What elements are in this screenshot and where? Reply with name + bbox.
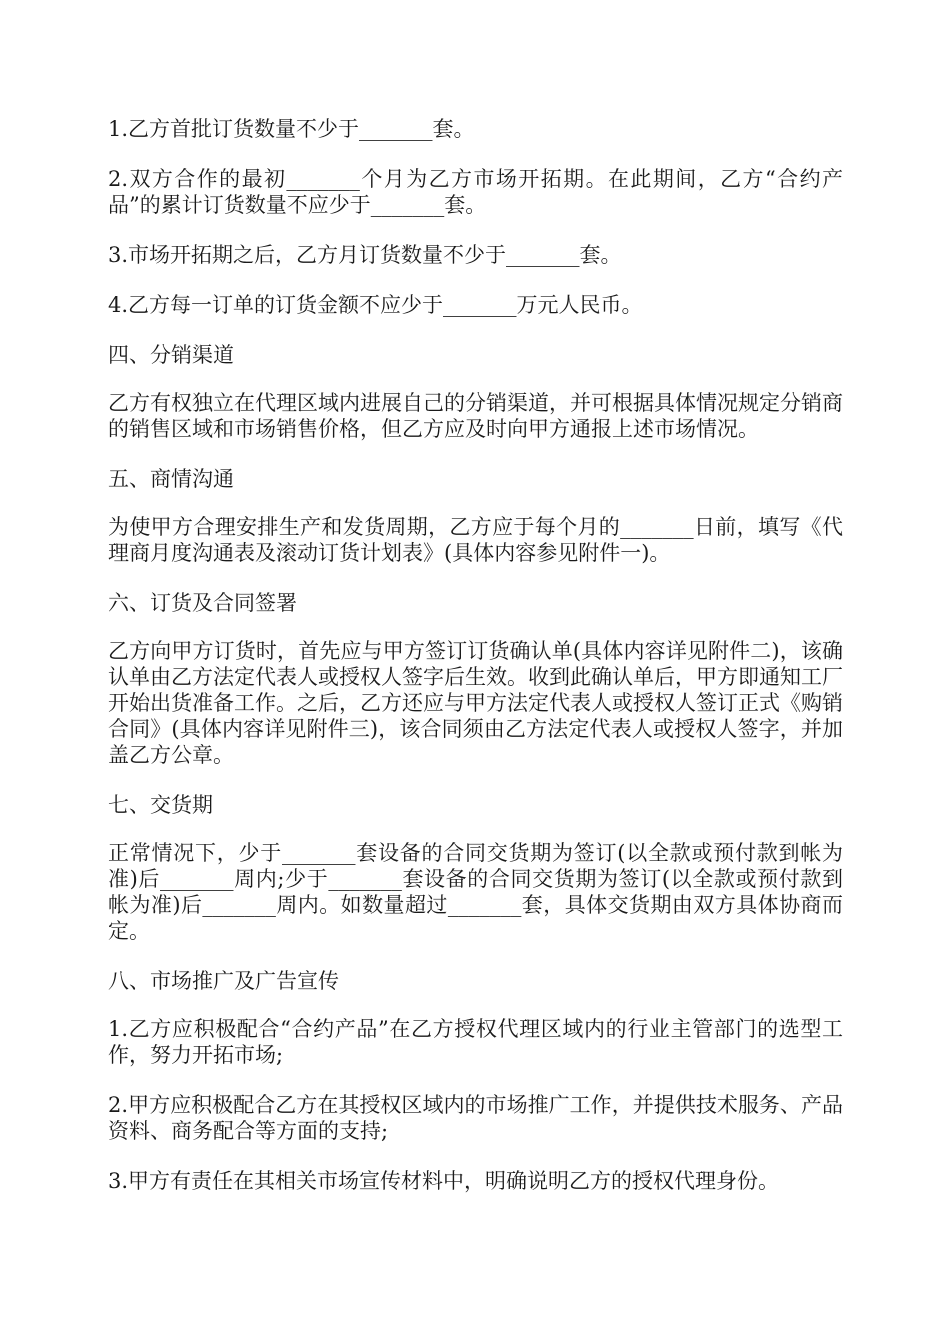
clause-marketing-2: 2.甲方应积极配合乙方在其授权区域内的市场推广工作，并提供技术服务、产品资料、商务配合等方面的支持; [108, 1093, 843, 1143]
clause-first-order-quantity: 1.乙方首批订货数量不少于_______套。 [108, 117, 475, 141]
clause-ordering-and-signing: 乙方向甲方订货时，首先应与甲方签订订货确认单(具体内容详见附件二)，该确认单由乙方法定代表人或授权人签字后生效。收到此确认单后，甲方即通知工厂开始出货准备工作。之后，乙方还应与甲方法定代表人或授权人签订正式《购销合同》(具体内容详见附件三)，该合同须由乙方法定代表人或授权人签字，并加盖乙方公章。 [108, 639, 843, 767]
section-heading-ordering: 六、订货及合同签署 [108, 591, 297, 615]
clause-market-development-period: 2.双方合作的最初_______个月为乙方市场开拓期。在此期间，乙方“合约产品”的累计订货数量不应少于_______套。 [108, 167, 843, 217]
section-heading-delivery: 七、交货期 [108, 793, 213, 817]
clause-marketing-1: 1.乙方应积极配合“合约产品”在乙方授权代理区域内的行业主管部门的选型工作，努力开拓市场; [108, 1017, 843, 1067]
clause-monthly-communication: 为使甲方合理安排生产和发货周期，乙方应于每个月的_______日前，填写《代理商月度沟通表及滚动订货计划表》(具体内容参见附件一)。 [108, 515, 843, 565]
section-heading-distribution: 四、分销渠道 [108, 343, 234, 367]
clause-monthly-order-quantity: 3.市场开拓期之后，乙方月订货数量不少于_______套。 [108, 243, 622, 267]
section-heading-communication: 五、商情沟通 [108, 467, 234, 491]
clause-marketing-3: 3.甲方有责任在其相关市场宣传材料中，明确说明乙方的授权代理身份。 [108, 1169, 780, 1193]
clause-order-amount: 4.乙方每一订单的订货金额不应少于_______万元人民币。 [108, 293, 643, 317]
clause-distribution-channels: 乙方有权独立在代理区域内进展自己的分销渠道，并可根据具体情况规定分销商的销售区域和市场销售价格，但乙方应及时向甲方通报上述市场情况。 [108, 391, 843, 441]
document-page [108, 116, 843, 1218]
clause-delivery-period: 正常情况下，少于_______套设备的合同交货期为签订(以全款或预付款到帐为准)后_______周内;少于_______套设备的合同交货期为签订(以全款或预付款到帐为准)后_______周内。如数量超过_______套，具体交货期由双方具体协商而定。 [108, 841, 843, 943]
section-heading-marketing: 八、市场推广及广告宣传 [108, 969, 339, 993]
